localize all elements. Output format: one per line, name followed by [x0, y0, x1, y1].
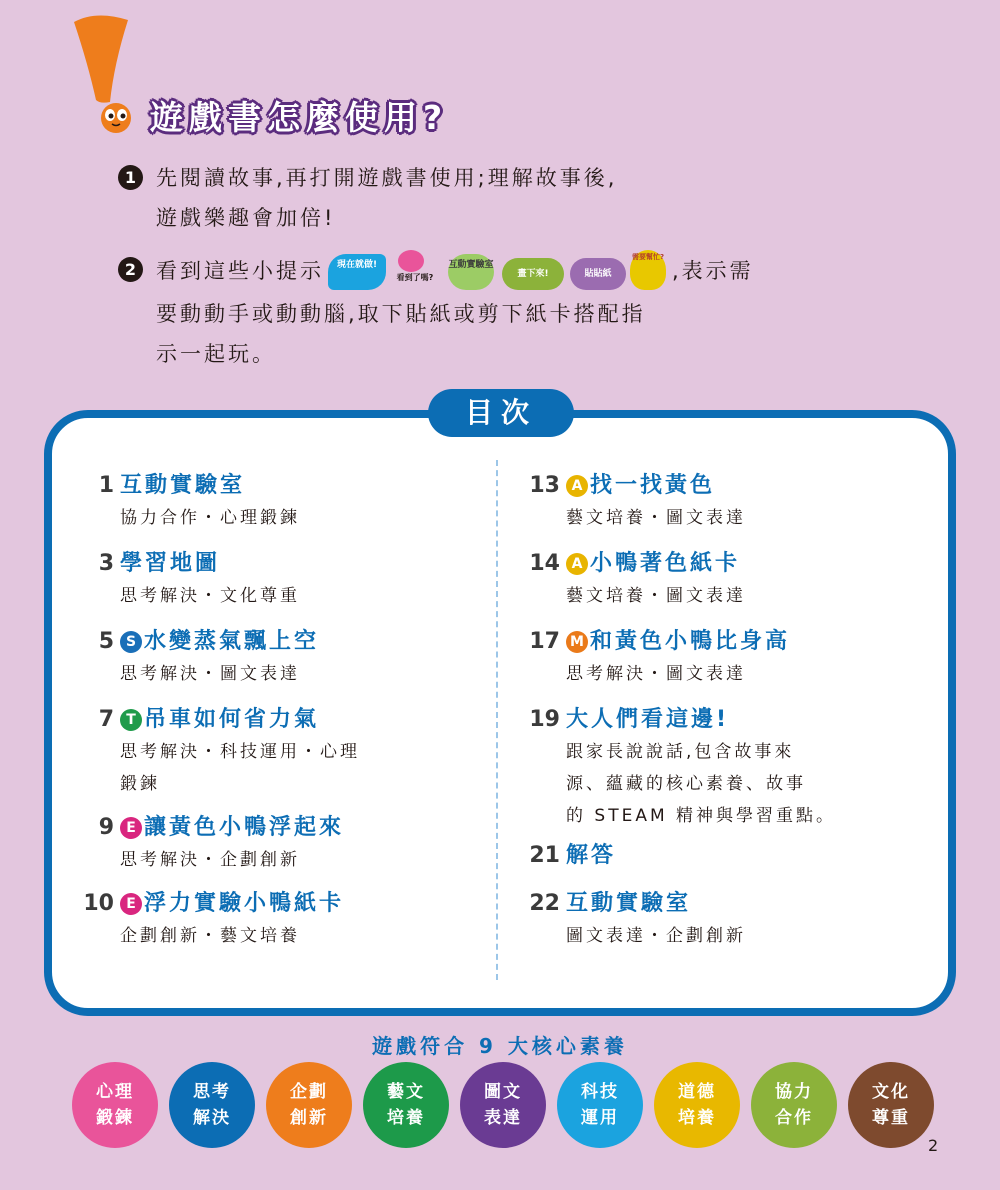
draw-icon: 畫下來!: [502, 258, 564, 290]
entry-subtitle: 思考解決・圖文表達: [566, 664, 746, 684]
toc-title: 目次: [428, 389, 574, 437]
competency-label: 圖文: [484, 1082, 522, 1102]
page-title: 遊戲書怎麼使用?: [150, 98, 449, 137]
entry-subtitle: 思考解決・科技運用・心理: [120, 742, 360, 762]
page-number-label: 3: [98, 551, 114, 576]
steam-badge-e-icon: E: [120, 817, 142, 839]
competency-label: 合作: [775, 1108, 813, 1128]
entry-title: 學習地圖: [120, 551, 221, 576]
entry-subtitle: 思考解決・企劃創新: [120, 850, 300, 870]
competency-label: 思考: [193, 1082, 231, 1102]
page-number-label: 13: [529, 473, 560, 498]
instruction-step-2: [118, 250, 754, 374]
entry-title: 讓黃色小鴨浮起來: [144, 815, 345, 840]
steam-badge-s-icon: S: [120, 631, 142, 653]
page-number: 2: [928, 1136, 939, 1155]
instruction-line: 先閱讀故事,再打開遊戲書使用;理解故事後,: [156, 166, 618, 190]
competency-label: 培養: [387, 1108, 425, 1128]
entry-title: 小鴨著色紙卡: [590, 551, 741, 576]
entry-subtitle: 藝文培養・圖文表達: [566, 586, 746, 606]
competency-circle: [654, 1062, 740, 1148]
page-number-label: 5: [98, 629, 114, 654]
entry-title: 水變蒸氣飄上空: [144, 629, 320, 654]
toc-entry[interactable]: [76, 704, 360, 800]
competency-circles: [72, 1062, 932, 1152]
competency-circle: [557, 1062, 643, 1148]
competency-circle: [266, 1062, 352, 1148]
toc-entry[interactable]: [76, 548, 300, 612]
toc-entry[interactable]: [522, 704, 836, 832]
instruction-text: 看到這些小提示: [156, 259, 324, 283]
toc-entry[interactable]: [76, 470, 300, 534]
toc-entry[interactable]: [76, 888, 344, 952]
lab-icon: 互動實驗室: [448, 254, 494, 290]
entry-title: 找一找黃色: [590, 473, 716, 498]
competency-label: 解決: [193, 1108, 231, 1128]
steam-badge-e-icon: E: [120, 893, 142, 915]
competency-label: 企劃: [290, 1082, 328, 1102]
toc-divider: [496, 460, 498, 980]
entry-subtitle: 藝文培養・圖文表達: [566, 508, 746, 528]
competency-label: 心理: [96, 1082, 134, 1102]
eyes-character-icon: [398, 250, 424, 272]
page-number-label: 17: [529, 629, 560, 654]
steam-badge-m-icon: M: [566, 631, 588, 653]
competency-label: 道德: [678, 1082, 716, 1102]
competency-label: 文化: [872, 1082, 910, 1102]
toc-entry[interactable]: [76, 626, 319, 690]
steam-badge-a-icon: A: [566, 475, 588, 497]
entry-title: 和黃色小鴨比身高: [590, 629, 791, 654]
instruction-text: ,表示需: [672, 259, 754, 283]
competency-circle: [460, 1062, 546, 1148]
instruction-step-1: [118, 158, 617, 238]
entry-subtitle: 的 STEAM 精神與學習重點。: [566, 806, 837, 826]
toc-entry[interactable]: [522, 888, 746, 952]
page-number-label: 19: [529, 707, 560, 732]
do-it-now-icon: 現在就做!: [328, 254, 386, 290]
entry-subtitle: 協力合作・心理鍛鍊: [120, 508, 300, 528]
competency-label: 協力: [775, 1082, 813, 1102]
entry-title: 吊車如何省力氣: [144, 707, 320, 732]
competency-circle: [363, 1062, 449, 1148]
entry-subtitle: 圖文表達・企劃創新: [566, 926, 746, 946]
page-number-label: 1: [98, 473, 114, 498]
entry-subtitle: 鍛鍊: [120, 774, 160, 794]
competencies-title: 遊戲符合 9 大核心素養: [372, 1034, 628, 1058]
toc-entry[interactable]: [522, 470, 746, 534]
entry-title: 解答: [566, 843, 617, 868]
sticker-icon: 貼貼紙: [570, 258, 626, 290]
instruction-line: 遊戲樂趣會加倍!: [156, 206, 336, 230]
entry-title: 互動實驗室: [120, 473, 246, 498]
entry-subtitle: 思考解決・文化尊重: [120, 586, 300, 606]
competency-label: 創新: [290, 1108, 328, 1128]
toc-entry[interactable]: [522, 840, 616, 872]
entry-title: 互動實驗室: [566, 891, 692, 916]
page-number-label: 7: [98, 707, 114, 732]
page-number-label: 21: [529, 843, 560, 868]
entry-subtitle: 源、蘊藏的核心素養、故事: [566, 774, 806, 794]
competency-label: 培養: [678, 1108, 716, 1128]
competency-circle: [848, 1062, 934, 1148]
step-number: 1: [118, 165, 143, 190]
competency-label: 表達: [484, 1108, 522, 1128]
competency-circle: [169, 1062, 255, 1148]
entry-title: 大人們看這邊!: [566, 707, 730, 732]
page-number-label: 22: [529, 891, 560, 916]
toc-entry[interactable]: [76, 812, 344, 876]
exclamation-mascot-icon: [66, 14, 146, 134]
page-number-label: 14: [529, 551, 560, 576]
competency-circle: [751, 1062, 837, 1148]
entry-subtitle: 跟家長說說話,包含故事來: [566, 742, 795, 762]
competency-label: 尊重: [872, 1108, 910, 1128]
instruction-line: [118, 250, 754, 294]
entry-title: 浮力實驗小鴨紙卡: [144, 891, 345, 916]
hint-icons-group: [328, 250, 668, 294]
instruction-line: 示一起玩。: [156, 342, 276, 366]
help-icon: 需要幫忙?: [630, 250, 666, 290]
competency-label: 藝文: [387, 1082, 425, 1102]
entry-subtitle: 思考解決・圖文表達: [120, 664, 300, 684]
competency-circle: [72, 1062, 158, 1148]
see-it-icon: 看到了嗎?: [396, 273, 434, 282]
instruction-line: 要動動手或動動腦,取下貼紙或剪下紙卡搭配指: [156, 302, 646, 326]
page-number-label: 10: [83, 891, 114, 916]
toc-entry[interactable]: [522, 548, 746, 612]
page-number-label: 9: [98, 815, 114, 840]
step-number: 2: [118, 257, 143, 282]
competency-label: 科技: [581, 1082, 619, 1102]
competency-label: 鍛鍊: [96, 1108, 134, 1128]
entry-subtitle: 企劃創新・藝文培養: [120, 926, 300, 946]
steam-badge-a-icon: A: [566, 553, 588, 575]
toc-entry[interactable]: [522, 626, 790, 690]
competency-label: 運用: [581, 1108, 619, 1128]
steam-badge-t-icon: T: [120, 709, 142, 731]
